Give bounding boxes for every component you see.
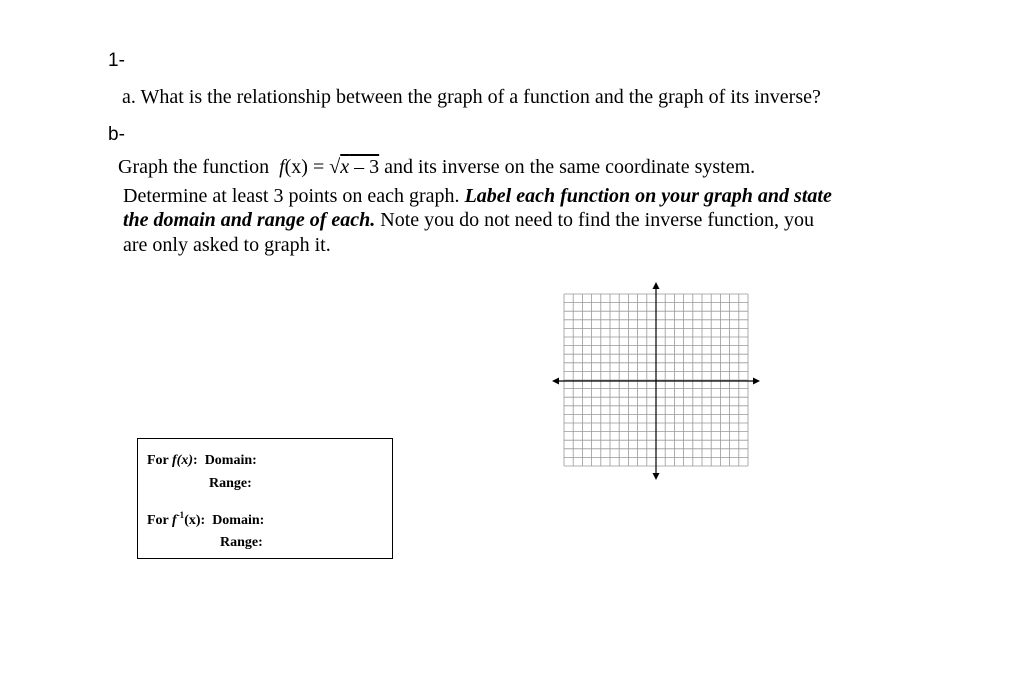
x-axis-right-arrow-icon [753, 378, 760, 385]
question-b-line-3 [123, 209, 814, 232]
y-axis-down-arrow-icon [653, 473, 660, 480]
sqrt-symbol: √ [329, 156, 341, 178]
question-b-after-formula: and its inverse on the same coordinate system. [384, 156, 756, 178]
function-formula [274, 156, 379, 178]
y-axis-up-arrow-icon [653, 282, 660, 289]
f-label: f(x) [172, 453, 194, 468]
finv-rest: (x) [184, 513, 201, 528]
coordinate-grid[interactable] [550, 282, 762, 480]
question-a [122, 86, 821, 109]
formula-f-arg: (x) = [284, 156, 330, 178]
finv-f: f [172, 513, 177, 528]
question-b-line-2 [123, 185, 832, 208]
f-range-label: Range: [209, 476, 252, 491]
finv-superscript: -1 [176, 510, 185, 520]
f-colon: : [193, 453, 198, 468]
x-axis-left-arrow-icon [552, 378, 559, 385]
finv-range-label: Range: [220, 535, 263, 550]
part-1-label: 1- [108, 50, 125, 71]
finv-range-row [220, 535, 263, 551]
finv-domain-row [147, 510, 264, 529]
line-2-plain: Determine at least 3 points on each graph. [123, 185, 465, 207]
finv-domain-label: Domain: [212, 513, 265, 528]
question-b-intro: Graph the function [118, 156, 270, 178]
domain-range-answer-box [137, 438, 393, 559]
f-prefix: For [147, 453, 173, 468]
f-domain-row [147, 453, 257, 469]
line-2-emphasis: Label each function on your graph and state [464, 185, 832, 207]
finv-colon: : [200, 513, 206, 528]
question-a-text: What is the relationship between the graph of a function and the graph of its inverse? [140, 86, 821, 108]
axes [552, 282, 760, 480]
part-b-label: b- [108, 124, 125, 145]
line-3-plain: Note you do not need to find the inverse function, you [375, 209, 815, 231]
f-domain-label: Domain: [204, 453, 257, 468]
formula-radicand: x [340, 156, 350, 178]
line-3-emphasis: the domain and range of each. [123, 209, 376, 231]
f-range-row [209, 476, 252, 492]
formula-f-name: f [279, 156, 285, 178]
formula-radicand-rest: – 3 [349, 156, 380, 178]
question-b-line-4: are only asked to graph it. [123, 234, 331, 256]
question-b-line-1 [118, 156, 755, 179]
question-a-prefix: a. [122, 86, 136, 108]
finv-prefix: For [147, 513, 173, 528]
